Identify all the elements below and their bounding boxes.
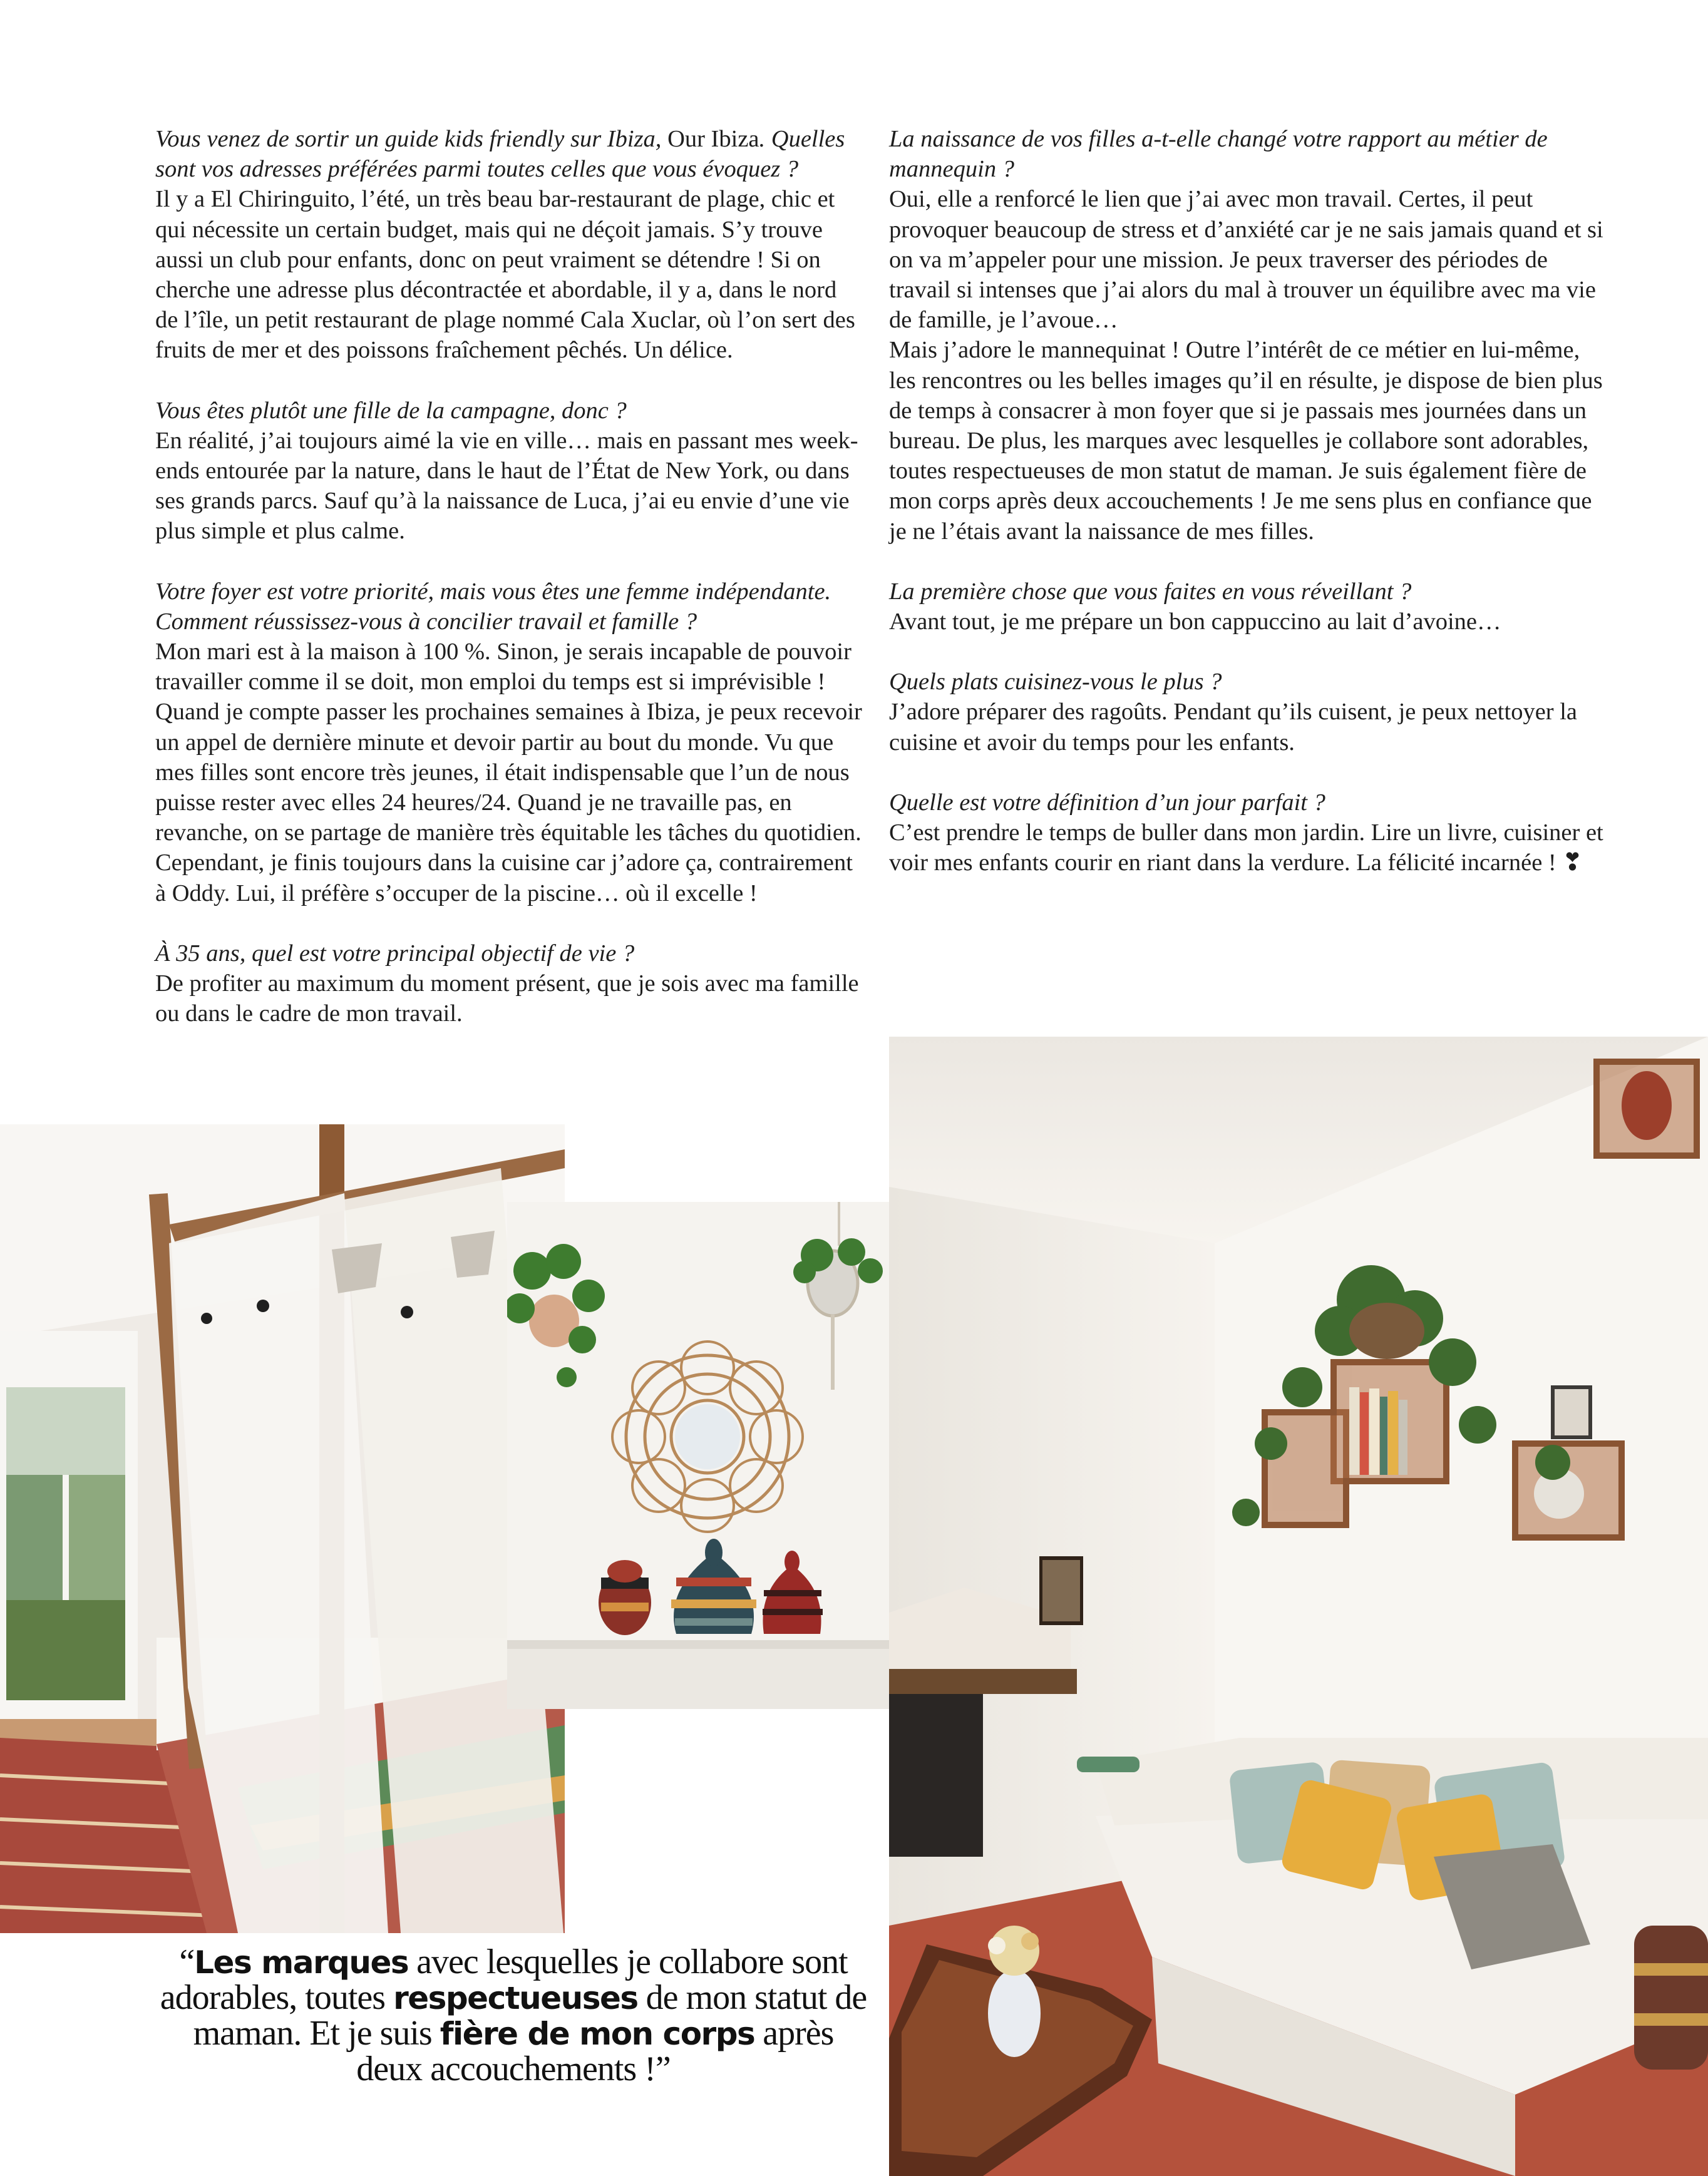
- pull-quote: [157, 1944, 870, 2086]
- interview-answer: [889, 697, 1609, 757]
- answer-paragraph: De profiter au maximum du moment présent, que je sois avec ma famille ou dans le cadre de mon travail.: [155, 970, 859, 1027]
- interview-block: [889, 124, 1609, 547]
- answer-paragraph: C’est prendre le temps de buller dans mon jardin. Lire un livre, cuisiner et voir mes enfants courir en riant dans la verdure. La félicité incarnée ! ❣: [889, 819, 1603, 876]
- answer-paragraph: En réalité, j’ai toujours aimé la vie en ville… mais en passant mes week-ends entourée par la nature, dans le haut de l’État de New York, ou dans ses grands parcs. Sauf qu’à la naissance de Luca, j’ai eu envie d’une vie plus simple et plus calme.: [155, 427, 858, 545]
- left-column: [155, 124, 863, 1059]
- interview-answer: [155, 184, 863, 365]
- interview-block: [889, 577, 1609, 637]
- right-column: [889, 124, 1609, 908]
- book-title: Our Ibiza: [667, 126, 759, 152]
- interview-block: [155, 938, 863, 1029]
- quote-text: avec lesquelles je collabore sont adorables, toutes: [160, 1942, 848, 2017]
- interview-question: [155, 124, 863, 184]
- interview-answer: [155, 426, 863, 547]
- interview-block: [155, 396, 863, 547]
- answer-paragraph: Mais j’adore le mannequinat ! Outre l’intérêt de ce métier en lui-même, les rencontres ou les belles images qu’il en résulte, je dispose de bien plus de temps à consacrer à mon foyer que si je passais mes journées dans un bureau. De plus, les marques avec lesquelles je collabore sont adorables, toutes respectueuses de mon statut de maman. Je suis également fière de mon corps après deux accouchements ! Je me sens plus en confiance que je ne l’étais avant la naissance de mes filles.: [889, 337, 1603, 545]
- interview-question: La première chose que vous faites en vous réveillant ?: [889, 578, 1412, 605]
- question-text: . Quelles sont vos adresses préférées parmi toutes celles que vous évoquez ?: [155, 126, 845, 183]
- answer-paragraph: Avant tout, je me prépare un bon cappuccino au lait d’avoine…: [889, 608, 1501, 635]
- quote-emphasis: Les marques: [194, 1944, 409, 1981]
- interview-answer: [155, 968, 863, 1029]
- answer-paragraph: Il y a El Chiringuito, l’été, un très beau bar-restaurant de plage, chic et qui nécessite un certain budget, mais qui ne déçoit jamais. S’y trouve aussi un club pour enfants, donc on peut vraiment se détendre ! Si on cherche une adresse plus décontractée et abordable, il y a, dans le nord de l’île, un petit restaurant de plage nommé Cala Xuclar, où l’on sert des fruits de mer et des poissons fraîchement pêchés. Un délice.: [155, 186, 855, 364]
- wall-decor-photo: [507, 1202, 889, 1709]
- answer-paragraph: Mon mari est à la maison à 100 %. Sinon, je serais incapable de pouvoir travailler comme il se doit, mon emploi du temps est si imprévisible ! Quand je compte passer les prochaines semaines à Ibiza, je peux recevoir un appel de dernière minute et devoir partir au bout du monde. Vu que mes filles sont encore très jeunes, il était indispensable que l’un de nous puisse rester avec elles 24 heures/24. Quand je ne travaille pas, en revanche, on se partage de manière très équitable les tâches du quotidien. Cependant, je finis toujours dans la cuisine car j’adore ça, contrairement à Oddy. Lui, il préfère s’occuper de la piscine… où il excelle !: [155, 639, 862, 906]
- living-room-photo: [889, 1037, 1708, 2176]
- interview-answer: [155, 637, 863, 908]
- quote-text: après deux accouchements !”: [356, 2014, 834, 2088]
- quote-emphasis: fière de mon corps: [440, 2016, 755, 2052]
- answer-paragraph: Oui, elle a renforcé le lien que j’ai avec mon travail. Certes, il peut provoquer beaucoup de stress et d’anxiété car je ne sais jamais quand et si on va m’appeler pour une mission. Je peux traverser des périodes de travail si intenses que j’ai alors du mal à trouver un équilibre avec ma vie de famille, je l’avoue…: [889, 186, 1603, 334]
- wall-decor-illustration: [507, 1202, 889, 1709]
- bedroom-illustration: [0, 1124, 565, 1933]
- quote-text: “: [179, 1942, 195, 1981]
- interview-question: À 35 ans, quel est votre principal objectif de vie ?: [155, 940, 635, 967]
- quote-text: de mon statut de maman. Et je suis: [193, 1978, 867, 2053]
- interview-block: [155, 124, 863, 366]
- quote-emphasis: respectueuses: [393, 1980, 638, 2016]
- question-text: Vous venez de sortir un guide kids friendly sur Ibiza,: [155, 126, 668, 152]
- interview-question: Quels plats cuisinez-vous le plus ?: [889, 669, 1222, 695]
- living-room-illustration: [889, 1037, 1708, 2176]
- interview-block: [889, 788, 1609, 878]
- answer-paragraph: J’adore préparer des ragoûts. Pendant qu’ils cuisent, je peux nettoyer la cuisine et avoir du temps pour les enfants.: [889, 699, 1578, 756]
- interview-question: Vous êtes plutôt une fille de la campagne, donc ?: [155, 397, 627, 424]
- interview-block: [889, 667, 1609, 757]
- interview-answer: [889, 607, 1609, 637]
- interview-question: La naissance de vos filles a-t-elle changé votre rapport au métier de mannequin ?: [889, 126, 1548, 183]
- bedroom-photo: [0, 1124, 565, 1933]
- interview-block: [155, 577, 863, 908]
- interview-question: Quelle est votre définition d’un jour parfait ?: [889, 789, 1325, 816]
- interview-answer: [889, 818, 1609, 878]
- interview-answer: [889, 184, 1609, 546]
- interview-question: Votre foyer est votre priorité, mais vous êtes une femme indépendante. Comment réussissez-vous à concilier travail et famille ?: [155, 578, 831, 635]
